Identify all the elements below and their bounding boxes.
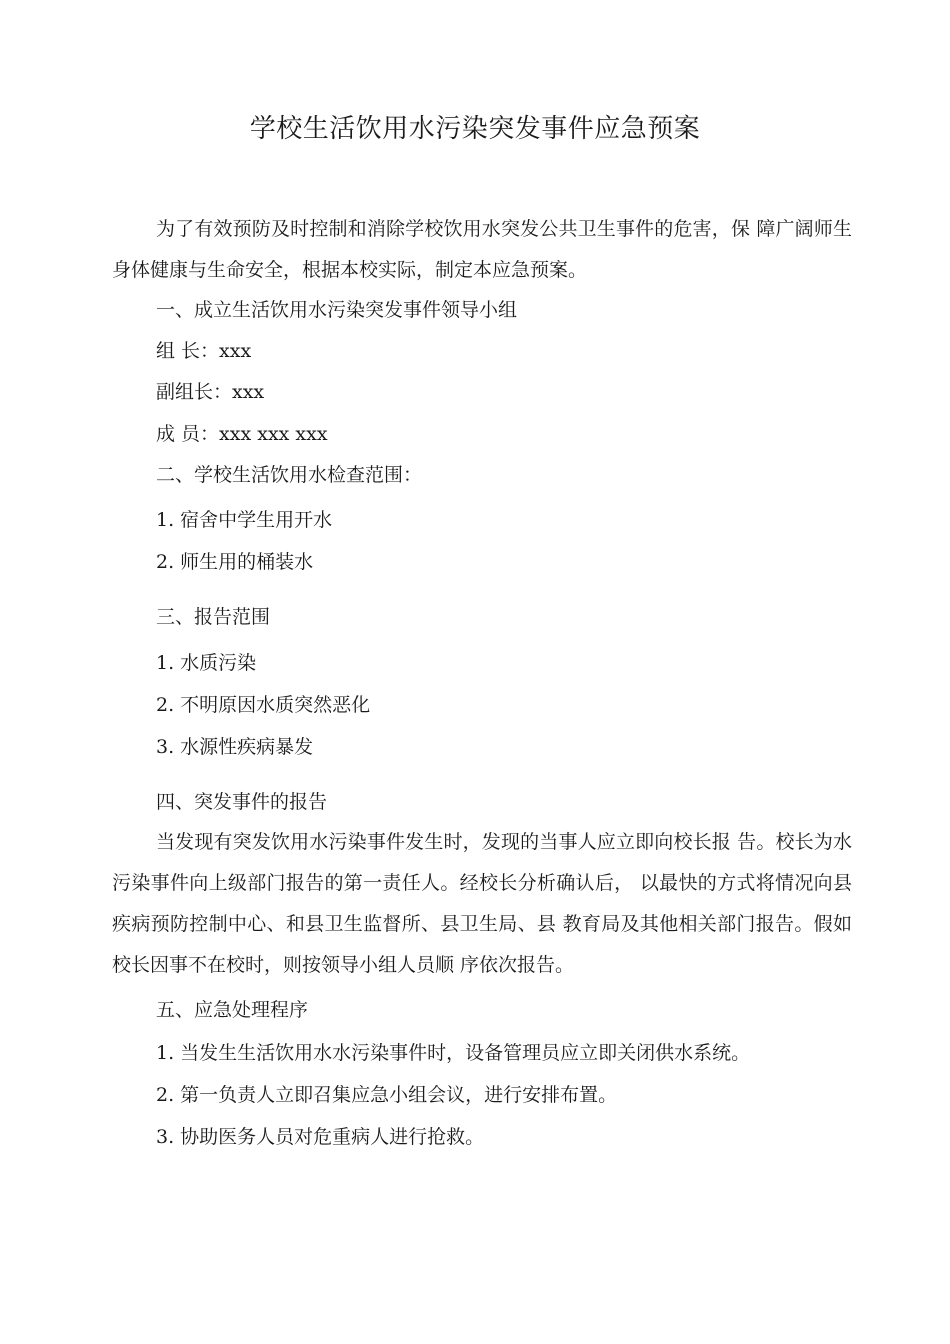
section3-item: 3. 水源性疾病暴发 <box>156 736 314 758</box>
section3-heading: 三、报告范围 <box>156 606 271 628</box>
members-line: 成 员：xxx xxx xxx <box>156 423 328 445</box>
section4-body: 当发现有突发饮用水污染事件发生时，发现的当事人应立即向校长报 告。校长为水污染事件向上级部门报告的第一责任人。经校长分析确认后， 以最快的方式将情况向县疾病预防控制中心、和县卫生监督所、县卫生局、县 教育局及其他相关部门报告。假如校长因事不在校时，则按领导小组人员顺 序依次报告。 <box>112 831 852 976</box>
intro-paragraph: 为了有效预防及时控制和消除学校饮用水突发公共卫生事件的危害，保 障广阔师生身体健康与生命安全，根据本校实际，制定本应急预案。 <box>112 218 852 281</box>
leader-line: 组 长：xxx <box>156 340 252 362</box>
section3-item: 1. 水质污染 <box>156 652 257 674</box>
section1-heading: 一、成立生活饮用水污染突发事件领导小组 <box>156 299 518 321</box>
section2-item: 1. 宿舍中学生用开水 <box>156 509 333 531</box>
deputy-leader-line: 副组长：xxx <box>156 381 265 403</box>
document-title: 学校生活饮用水污染突发事件应急预案 <box>249 114 701 144</box>
section5-item: 1. 当发生生活饮用水水污染事件时，设备管理员应立即关闭供水系统。 <box>156 1042 751 1064</box>
section2-heading: 二、学校生活饮用水检查范围： <box>156 464 423 486</box>
section2-item: 2. 师生用的桶装水 <box>156 551 314 573</box>
section5-item: 3. 协助医务人员对危重病人进行抢救。 <box>156 1126 485 1148</box>
section4-heading: 四、突发事件的报告 <box>156 791 328 813</box>
section3-item: 2. 不明原因水质突然恶化 <box>156 694 371 716</box>
section5-item: 2. 第一负责人立即召集应急小组会议，进行安排布置。 <box>156 1084 618 1106</box>
section5-heading: 五、应急处理程序 <box>156 999 309 1021</box>
